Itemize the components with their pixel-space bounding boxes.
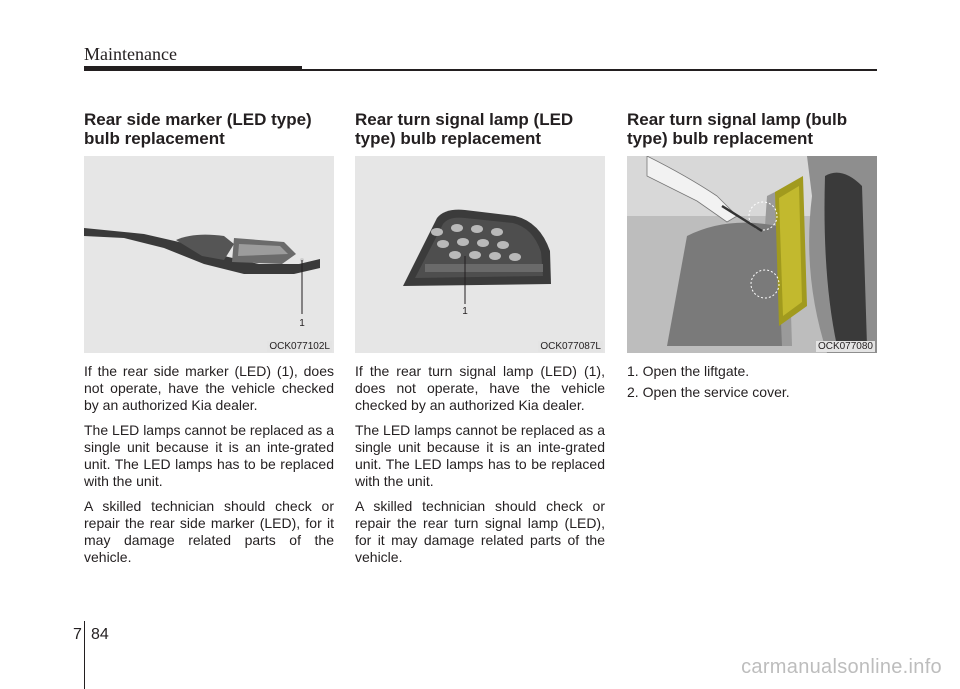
figure-turn-signal-bulb <box>627 156 877 353</box>
paragraph: If the rear turn signal lamp (LED) (1), does not operate, have the vehicle checked by an authorized Kia dealer. <box>355 363 605 413</box>
section-rear-turn-signal-led <box>355 110 605 566</box>
paragraph: The LED lamps cannot be replaced as a single unit because it is an inte-grated unit. The LED lamps has to be replaced with the unit. <box>84 422 334 489</box>
footer-divider <box>84 621 85 689</box>
callout-label: 1 <box>462 306 468 317</box>
step-item: 2. Open the service cover. <box>627 384 790 400</box>
step-item: 1. Open the liftgate. <box>627 363 750 379</box>
chapter-number: 7 <box>73 626 82 643</box>
figure-rear-side-marker <box>84 156 334 353</box>
section-title: Rear turn signal lamp (bulb type) bulb replacement <box>627 110 848 148</box>
paragraph: If the rear side marker (LED) (1), does not operate, have the vehicle checked by an authorized Kia dealer. <box>84 363 334 413</box>
watermark: carmanualsonline.info <box>741 656 942 678</box>
header-rule-thick <box>84 66 302 71</box>
paragraph: A skilled technician should check or repair the rear side marker (LED), for it may damage related parts of the vehicle. <box>84 498 334 565</box>
figure-code: OCK077080 <box>817 341 873 352</box>
section-rear-side-marker <box>84 110 334 566</box>
callout-label: 1 <box>299 318 305 329</box>
steps-list <box>627 363 877 401</box>
page-number: 84 <box>91 626 109 643</box>
header-rule-thin <box>302 69 877 71</box>
section-rear-turn-signal-bulb <box>627 110 877 405</box>
side-marker-illustration <box>84 156 334 353</box>
figure-code: OCK077087L <box>540 341 601 352</box>
paragraph: A skilled technician should check or repair the rear turn signal lamp (LED), for it may damage related parts of the vehicle. <box>355 498 605 565</box>
figure-code: OCK077102L <box>269 341 330 352</box>
section-title: Rear turn signal lamp (LED type) bulb replacement <box>355 110 574 148</box>
figure-turn-signal-led <box>355 156 605 353</box>
turn-signal-led-illustration <box>355 156 605 353</box>
turn-signal-bulb-illustration <box>627 156 877 353</box>
section-title: Rear side marker (LED type) bulb replacement <box>84 110 312 148</box>
page-header-title: Maintenance <box>84 44 177 64</box>
paragraph: The LED lamps cannot be replaced as a single unit because it is an inte-grated unit. The LED lamps has to be replaced with the unit. <box>355 422 605 489</box>
